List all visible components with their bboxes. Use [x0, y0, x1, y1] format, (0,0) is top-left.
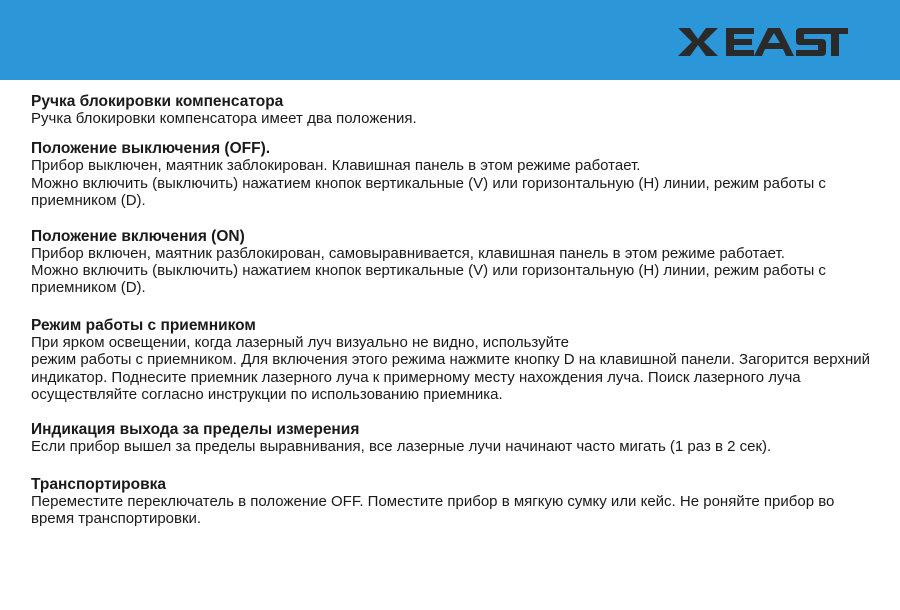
header-bar — [0, 0, 900, 80]
section-title: Транспортировка — [31, 475, 167, 493]
section-title: Ручка блокировки компенсатора — [31, 93, 284, 110]
section-out-of-range-indication — [31, 421, 873, 455]
section-compensator-lock — [31, 93, 873, 127]
paragraph: Прибор включен, маятник разблокирован, самовыравнивается, клавишная панель в этом режиме работает. — [31, 244, 785, 262]
section-transportation — [31, 476, 873, 528]
section-title: Положение выключения (OFF). — [31, 140, 271, 158]
section-title: Режим работы с приемником — [31, 316, 256, 334]
paragraph: Если прибор вышел за пределы выравнивания, все лазерные лучи начинают часто мигать (1 раз в 2 сек). — [31, 438, 772, 456]
section-body — [31, 334, 873, 404]
brand-logo-graphic — [676, 22, 848, 62]
paragraph: Можно включить (выключить) нажатием кнопок вертикальные (V) или горизонтальную (H) линии, режим работы с приемником (D). — [31, 174, 826, 210]
paragraph: Ручка блокировки компенсатора имеет два положения. — [31, 110, 417, 127]
paragraph: При ярком освещении, когда лазерный луч визуально не видно, используйте — [31, 333, 570, 351]
paragraph: Прибор выключен, маятник заблокирован. Клавишная панель в этом режиме работает. — [31, 157, 641, 175]
section-off-position — [31, 140, 873, 209]
section-body — [31, 110, 873, 127]
section-body — [31, 245, 873, 297]
section-body — [31, 157, 873, 209]
section-on-position — [31, 228, 873, 297]
paragraph: Можно включить (выключить) нажатием кнопок вертикальные (V) или горизонтальную (H) линии, режим работы с приемником (D). — [31, 262, 826, 297]
section-body — [31, 438, 873, 455]
paragraph: режим работы с приемником. Для включения этого режима нажмите кнопку D на клавишной панели. Загорится верхний индикатор. Поднесите приемник лазерного луча к примерному месту нахождения луча. Поиск лазерного луча осуществляйте согласно инструкции по использованию приемника. — [31, 351, 870, 404]
section-receiver-mode — [31, 317, 873, 404]
section-title: Индикация выхода за пределы измерения — [31, 421, 360, 439]
section-title: Положение включения (ON) — [31, 227, 245, 245]
section-body — [31, 493, 873, 528]
brand-logo — [676, 22, 848, 62]
document-content — [31, 93, 873, 528]
paragraph: Переместите переключатель в положение OFF. Поместите прибор в мягкую сумку или кейс. Не роняйте прибор во время транспортировки. — [31, 492, 835, 528]
